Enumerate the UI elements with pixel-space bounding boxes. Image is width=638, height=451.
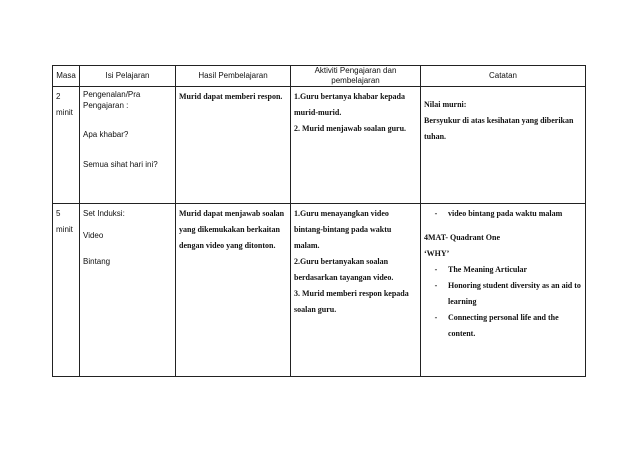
header-hasil-pembelajaran: Hasil Pembelajaran [176, 66, 291, 87]
catatan-text: Bersyukur di atas kesihatan yang diberikan tuhan. [424, 116, 574, 141]
isi-heading: Pengenalan/Pra Pengajaran : [83, 90, 141, 110]
quadrant-label: 4MAT- Quadrant One [424, 233, 501, 242]
cell-isi-pelajaran [80, 87, 176, 204]
cell-catatan [421, 204, 586, 377]
list-item-text: Honoring student diversity as an aid to learning [448, 281, 581, 306]
cell-aktiviti [291, 87, 421, 204]
masa-text: 2 minit [56, 92, 73, 117]
lesson-plan-table [52, 65, 586, 377]
isi-line: Video [83, 231, 104, 240]
dash-marker: - [434, 281, 438, 290]
cell-masa [53, 87, 80, 204]
header-row [53, 66, 586, 87]
catatan-bullet-list [424, 262, 582, 342]
list-item-text: video bintang pada waktu malam [448, 209, 563, 218]
isi-line: Apa khabar? [83, 130, 129, 139]
header-masa: Masa [53, 66, 80, 87]
list-item [424, 206, 582, 222]
dash-marker: - [434, 313, 438, 322]
header-aktiviti: Aktiviti Pengajaran dan pembelajaran [291, 66, 421, 87]
catatan-heading: Nilai murni: [424, 100, 467, 109]
table-row [53, 204, 586, 377]
cell-hasil-pembelajaran [176, 87, 291, 204]
why-label: ‘WHY’ [424, 249, 450, 258]
isi-heading: Set Induksi: [83, 209, 125, 218]
dash-marker: - [434, 209, 438, 218]
aktiviti-line: 3. Murid memberi respon kepada soalan guru. [294, 289, 409, 314]
cell-aktiviti [291, 204, 421, 377]
aktiviti-line: 2.Guru bertanyakan soalan berdasarkan tayangan video. [294, 257, 394, 282]
cell-hasil-pembelajaran [176, 204, 291, 377]
hasil-text: Murid dapat memberi respon. [179, 92, 283, 101]
catatan-bullet-list [424, 206, 582, 222]
list-item [424, 310, 582, 342]
header-isi-pelajaran: Isi Pelajaran [80, 66, 176, 87]
aktiviti-line: 2. Murid menjawab soalan guru. [294, 124, 407, 133]
cell-masa [53, 204, 80, 377]
list-item [424, 278, 582, 310]
isi-line: Semua sihat hari ini? [83, 160, 158, 169]
list-item [424, 262, 582, 278]
hasil-text: Murid dapat menjawab soalan yang dikemukakan berkaitan dengan video yang ditonton. [179, 209, 285, 250]
table-row [53, 87, 586, 204]
masa-text: 5 minit [56, 209, 73, 234]
cell-isi-pelajaran [80, 204, 176, 377]
isi-line: Bintang [83, 257, 111, 266]
list-item-text: The Meaning Articular [448, 265, 528, 274]
header-catatan: Catatan [421, 66, 586, 87]
aktiviti-line: 1.Guru menayangkan video bintang-bintang pada waktu malam. [294, 209, 392, 250]
list-item-text: Connecting personal life and the content. [448, 313, 559, 338]
dash-marker: - [434, 265, 438, 274]
cell-catatan [421, 87, 586, 204]
aktiviti-line: 1.Guru bertanya khabar kepada murid-murid. [294, 92, 405, 117]
